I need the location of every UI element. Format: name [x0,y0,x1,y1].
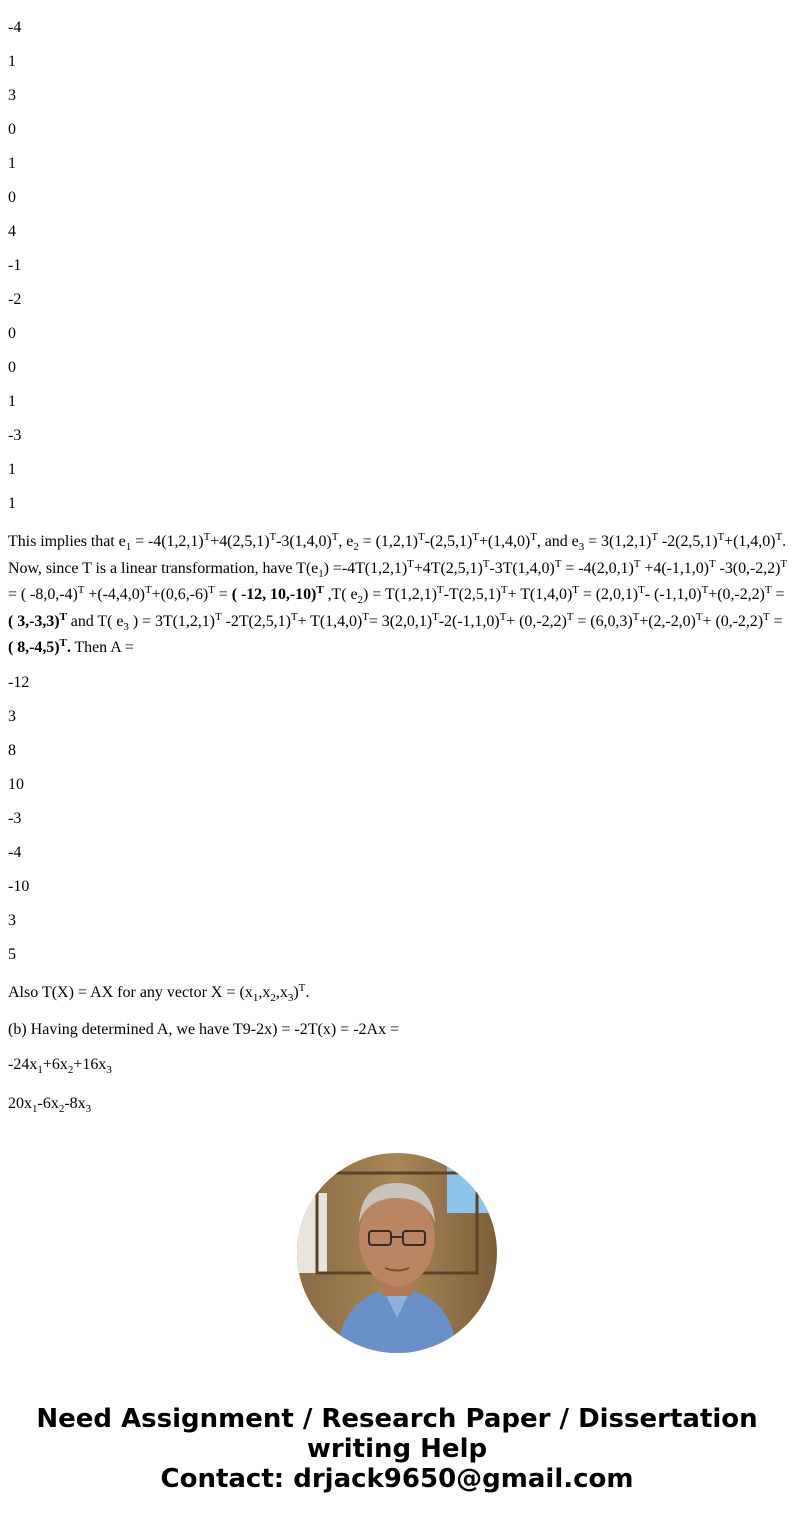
matrix-a-entry: 3 [8,708,16,725]
matrix-entry: 0 [8,325,16,342]
explanation-paragraph: This implies that $e_1 = -4(1,2,1)^T+4(2,5,1)^T-3(1,4,0)^T$, $e_2 = (1,2,1)^T-(2,5,1)^T+(1,4,0)^T$, and $e_3 = 3(1,2,1)^T$ $-2(2,5,1)^T+(1,4,0)^T$. Now, since T is a linear transformation, have $T(e_1) =-4T(1,2,1)^T+4T(2,5,1)^T-3T(1,4,0)^T = -4(2,0,1)^T +4(-1,1,0)^T$ $-3(0,-2,2)^T$ = ( $-8,0,-4)^T +(-4,4,0)^T+(0,6,-6)^T$ = ( -12, 10,-10)$^T$ ,T( $e_2) = T(1,2,1)^T-T(2,5,1)^T+ T(1,4,0)^T = (2,0,1)^T-$ $(-1,1,0)^T+(0,-2,2)^T$ = ( 3,-3,3)$^T$ and T( $e_3$ ) = $3T(1,2,1)^T$ $-2T(2,5,1)^T+ T(1,4,0)^T= 3(2,0,1)^T-2(-1,1,0)^T+ (0,-2,2)^T = (6,0,3)^T+(2,-2,0)^T+ (0,-2,2)^T$ = ( 8,-4,5)$^T$. Then A = [8,531,788,656]
promo-line-2: writing Help [306,1434,488,1464]
matrix-entry: 1 [8,393,16,410]
part-b-statement: (b) Having determined A, we have T9-2x) = -2T(x) = -2Ax = [8,1021,400,1038]
promo-line-1: Need Assignment / Research Paper / Dissertation [36,1404,758,1434]
matrix-a-entry: 10 [8,776,24,793]
matrix-entry: 1 [8,155,16,172]
matrix-a-entry: -10 [8,878,30,895]
matrix-entry: 1 [8,461,16,478]
matrix-a-entry: 3 [8,912,16,929]
matrix-a-entry: 5 [8,946,16,963]
matrix-a-entry: -4 [8,844,22,861]
matrix-entry: 3 [8,87,16,104]
matrix-entry: 1 [8,53,16,70]
matrix-entry: -3 [8,427,22,444]
matrix-entry: 0 [8,359,16,376]
matrix-a-entry: 8 [8,742,16,759]
result-te2: ( 3,-3,3) [8,612,60,630]
matrix-entry: -2 [8,291,22,308]
matrix-entry: 0 [8,121,16,138]
result-row-1: $-24x_1+6x_2+16x_3$ [8,1056,112,1076]
matrix-entry: -4 [8,19,22,36]
matrix-entry: -1 [8,257,22,274]
author-photo [297,1153,497,1353]
matrix-entry: 1 [8,495,16,512]
promo-contact: Contact: drjack9650@gmail.com [160,1464,634,1494]
result-te1: ( -12, 10,-10) [231,586,317,603]
matrix-entry: 4 [8,223,16,240]
matrix-entry: 0 [8,189,16,206]
matrix-a-entry: -3 [8,810,22,827]
also-statement: Also T(X) = AX for any vector $X = (x_1,x_2,x_3)^T$. [8,982,310,1004]
result-row-2: $20x_1-6x_2-8x_3$ [8,1095,92,1115]
result-te3: ( 8,-4,5) [8,639,60,656]
portrait-image [297,1153,497,1353]
matrix-a-entry: -12 [8,674,30,691]
